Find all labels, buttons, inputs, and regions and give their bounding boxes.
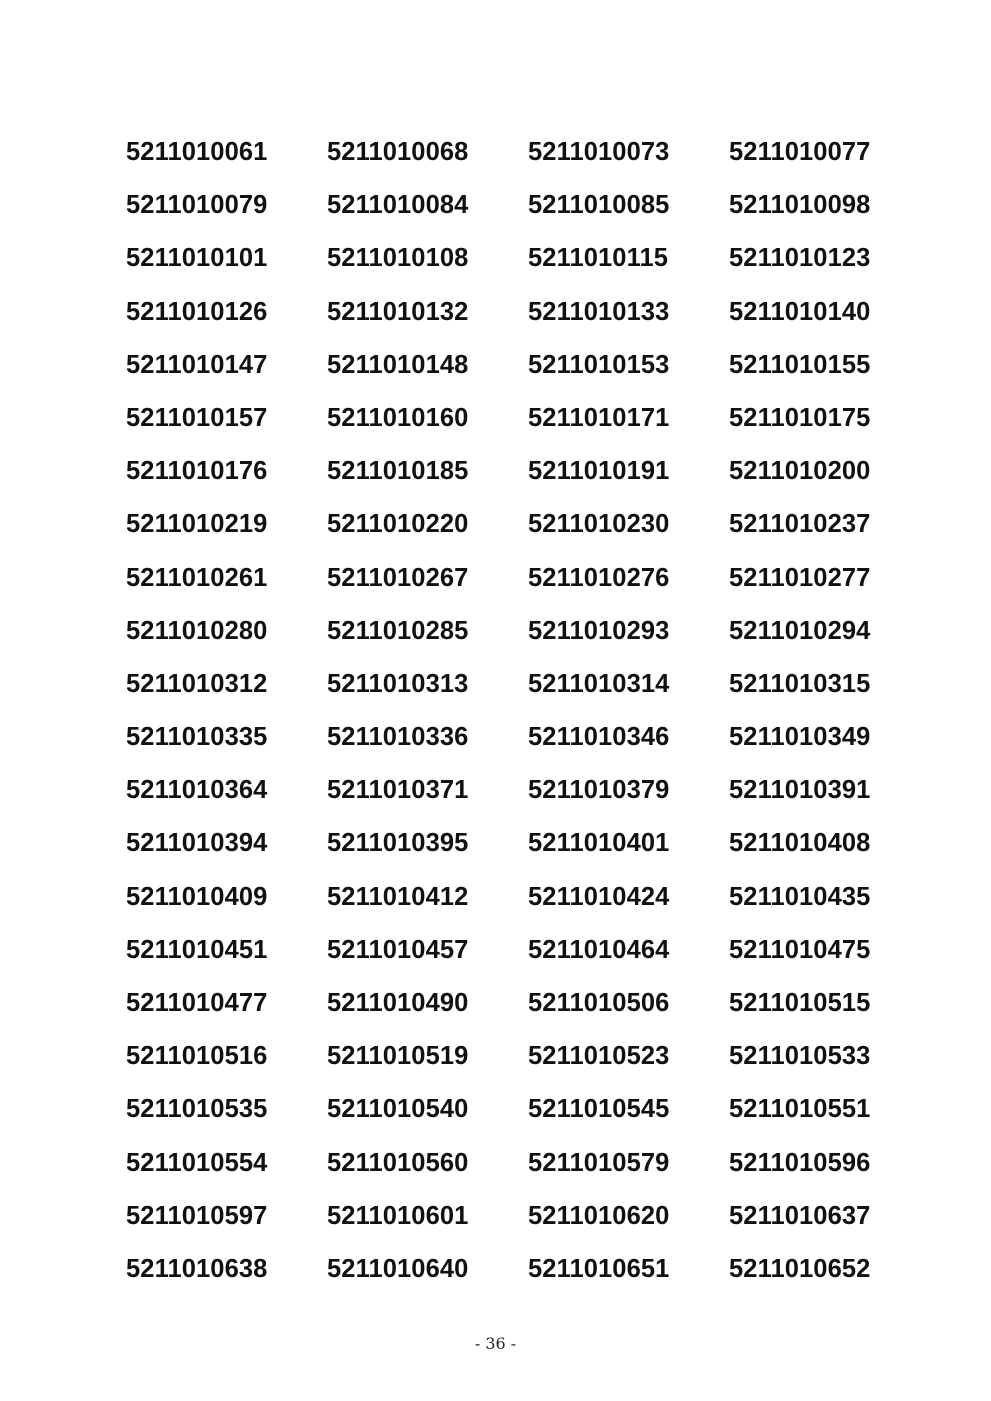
id-number: 5211010490 [327,989,469,1017]
id-number: 5211010515 [729,989,871,1017]
id-number: 5211010312 [126,669,268,698]
id-number: 5211010220 [327,510,469,539]
id-number: 5211010597 [126,1201,268,1230]
id-number: 5211010554 [126,1148,268,1177]
id-number: 5211010506 [528,989,670,1017]
id-number: 5211010185 [327,457,469,486]
id-number: 5211010540 [327,1095,469,1124]
id-number: 5211010079 [126,191,268,220]
id-number: 5211010073 [528,138,670,166]
id-number: 5211010140 [729,297,871,326]
id-number-grid [126,126,886,1296]
id-number: 5211010364 [126,776,268,805]
id-number: 5211010175 [729,403,871,432]
id-number: 5211010191 [528,457,670,486]
id-number: 5211010280 [126,616,268,645]
id-number: 5211010335 [126,723,268,752]
id-number: 5211010379 [528,776,670,805]
id-number: 5211010313 [327,669,469,698]
id-number: 5211010620 [528,1201,670,1230]
id-number: 5211010157 [126,403,268,432]
id-number: 5211010294 [729,616,871,645]
id-number: 5211010346 [528,723,670,752]
id-number: 5211010596 [729,1148,871,1177]
id-number: 5211010123 [729,244,871,273]
id-number: 5211010077 [729,138,871,166]
id-number: 5211010155 [729,350,871,379]
id-number: 5211010315 [729,669,871,698]
id-number: 5211010409 [126,882,268,911]
id-number: 5211010171 [528,403,670,432]
id-number: 5211010277 [729,563,871,592]
id-number: 5211010147 [126,350,268,379]
id-number: 5211010160 [327,403,469,432]
id-number: 5211010391 [729,776,871,805]
id-number: 5211010148 [327,350,469,379]
id-number: 5211010638 [126,1254,268,1283]
id-number: 5211010535 [126,1095,268,1124]
id-number: 5211010126 [126,297,268,326]
id-number: 5211010401 [528,829,670,858]
id-number: 5211010153 [528,350,670,379]
id-number: 5211010551 [729,1095,871,1124]
id-number: 5211010267 [327,563,469,592]
id-number: 5211010601 [327,1201,469,1230]
id-number: 5211010519 [327,1042,469,1071]
id-number: 5211010219 [126,510,268,539]
id-number: 5211010533 [729,1042,871,1071]
id-number: 5211010085 [528,191,670,220]
id-number: 5211010560 [327,1148,469,1177]
id-number: 5211010349 [729,723,871,752]
id-number: 5211010276 [528,563,670,592]
id-number: 5211010101 [126,244,268,273]
id-number: 5211010314 [528,669,670,698]
id-number: 5211010237 [729,510,871,539]
id-number: 5211010394 [126,829,268,858]
id-number: 5211010108 [327,244,469,273]
id-number: 5211010133 [528,297,670,326]
id-number: 5211010637 [729,1201,871,1230]
id-number: 5211010200 [729,457,871,486]
id-number: 5211010061 [126,138,268,166]
id-number: 5211010545 [528,1095,670,1124]
id-number: 5211010435 [729,882,871,911]
page-number: - 36 - [474,1334,517,1353]
id-number: 5211010412 [327,882,469,911]
id-number: 5211010523 [528,1042,670,1071]
id-number: 5211010261 [126,563,268,592]
id-number: 5211010293 [528,616,670,645]
id-number: 5211010408 [729,829,871,858]
id-number: 5211010451 [126,935,268,964]
id-number: 5211010336 [327,723,469,752]
id-number: 5211010424 [528,882,670,911]
id-number: 5211010098 [729,191,871,220]
id-number: 5211010457 [327,935,469,964]
id-number: 5211010477 [126,989,268,1017]
id-number: 5211010115 [528,244,669,273]
id-number: 5211010230 [528,510,670,539]
id-number: 5211010640 [327,1254,469,1283]
id-number: 5211010132 [327,297,469,326]
id-number: 5211010652 [729,1254,871,1283]
id-number: 5211010176 [126,457,268,486]
id-number: 5211010371 [327,776,469,805]
id-number: 5211010516 [126,1042,268,1071]
id-number: 5211010285 [327,616,469,645]
id-number: 5211010068 [327,138,469,166]
id-number: 5211010651 [528,1254,670,1283]
id-number: 5211010084 [327,191,469,220]
id-number: 5211010395 [327,829,469,858]
id-number: 5211010475 [729,935,871,964]
id-number: 5211010464 [528,935,670,964]
id-number: 5211010579 [528,1148,670,1177]
